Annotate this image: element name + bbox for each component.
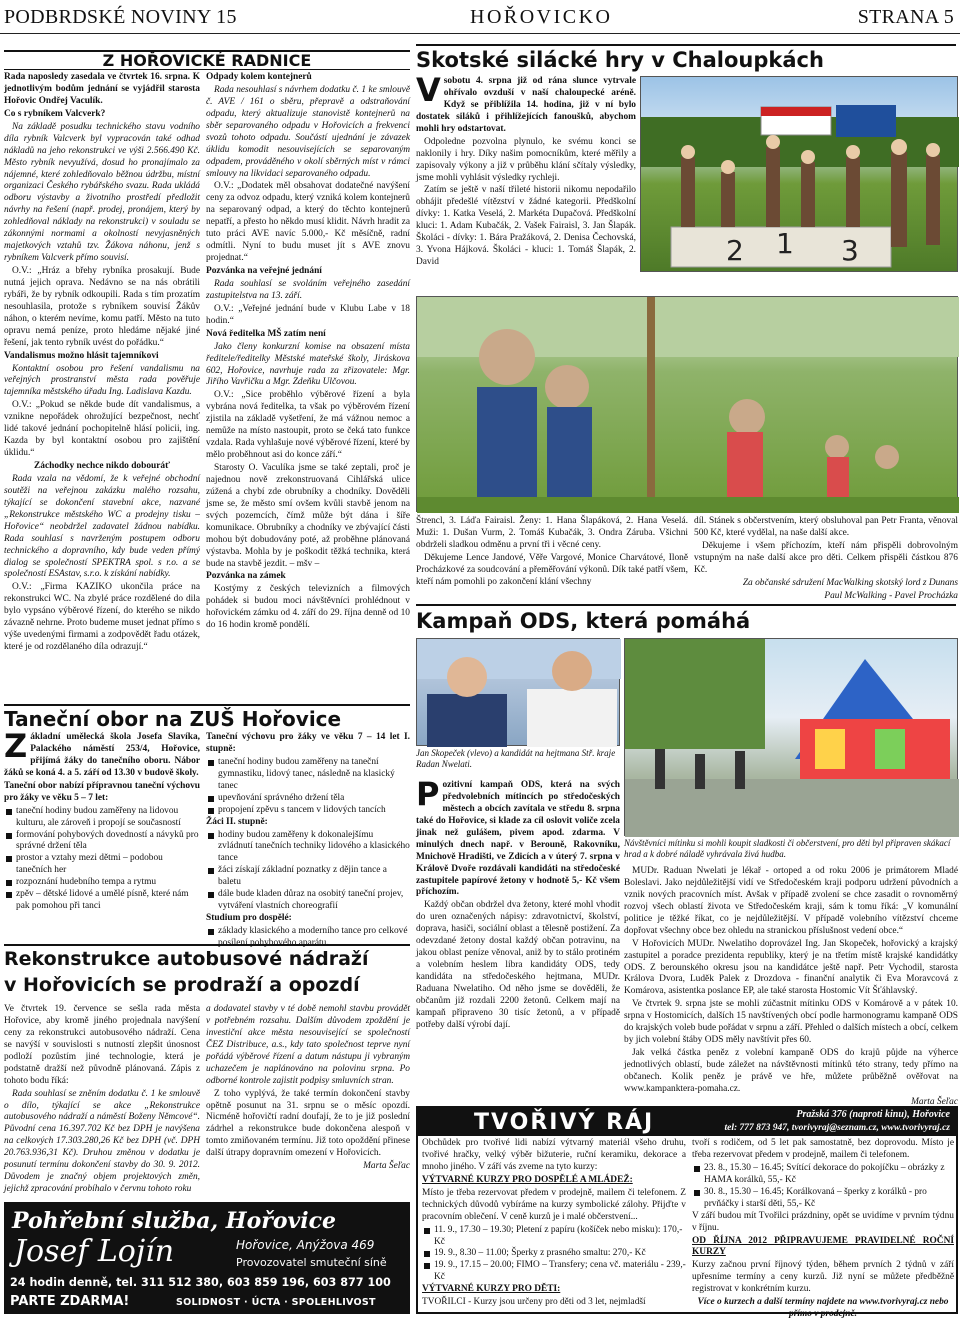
ods-col1	[416, 775, 620, 1100]
tanecni-intro: ákladní umělecká škola Josefa Slavíka, Palackého náměstí 253/4, Hořovice, přijímá žáky do tanečního oboru. Nábor žáků se koná 4. a 5. září od 13.30 v budově školy.	[4, 732, 200, 778]
tvorivy-subhead: VÝTVARNÉ KURZY PRO DOSPĚLÉ A MLÁDEŽ:	[422, 1174, 633, 1185]
page-number: STRANA 5	[857, 6, 954, 28]
radnice-col2	[206, 72, 410, 700]
pohrebni-phones: 24 hodin denně, tel. 311 512 380, 603 859 196, 603 877 100	[10, 1276, 391, 1289]
pohrebni-ad	[4, 1202, 410, 1314]
radnice-subhead: Záchodky nechce nikdo dobouráť	[34, 461, 170, 471]
radnice-paragraph: Kostýmy z českých televizních a filmových pohádek si budou moci návštěvníci prohlédnout v hořovickém zámku od 4. září do 29. října denně od 10 do 16 hodin kromě pondělí.	[206, 584, 410, 631]
tanecni-col1	[4, 727, 200, 938]
tvorivy-address: Pražská 376 (naproti kinu), Hořovice	[796, 1109, 950, 1120]
ods-title: Kampaň ODS, která pomáhá	[416, 609, 751, 633]
skotske-caber-photo	[416, 296, 958, 512]
newspaper-name: PODBRDSKÉ NOVINY 15	[4, 6, 237, 28]
radnice-subhead: Vandalismus možno hlásit tajemníkovi	[4, 350, 159, 361]
skotske-podium-photo	[640, 76, 958, 272]
radnice-paragraph: O.V.: „Veřejné jednání bude v Klubu Labe v 18 hodin.“	[206, 303, 410, 326]
tvorivy-contact: tel: 777 873 947, tvorivyraj@seznam.cz, www.tvorivyraj.cz	[724, 1123, 950, 1133]
children-game-image	[417, 297, 959, 513]
nadrazi-col2	[206, 1004, 410, 1198]
tanecni-subhead: Žáci II. stupně:	[206, 816, 268, 827]
tvorivy-header	[418, 1108, 956, 1136]
radnice-title: Z HOŘOVICKÉ RADNICE	[102, 51, 312, 70]
ods-paragraph: Ve čtvrtek 9. srpna jste se mohli zúčastnit mítinku ODS v Komárově a v pátek 10. srpna v Hostomicích, dalších 15 navštívených obcí podle harmonogramu kampaně ODS do krajských voleb bude pořádat v srpnu a září. Přehled o dalších místech a obcí, celkem by jich volební štáby ODS měly navštívit přes 60.	[624, 999, 958, 1046]
skotske-col1	[416, 71, 636, 296]
bouncy-castle-image	[625, 639, 959, 837]
radnice-subhead: Pozvánka na zámek	[206, 571, 286, 582]
tanecni-list-item: žáci získají základní poznatky z dějin tance a baletu	[206, 865, 410, 889]
svg-text:2: 2	[726, 234, 744, 267]
tanecni-title-bar	[4, 704, 410, 730]
skotske-signature: Paul McWalking - Pavel Procházka	[824, 590, 958, 601]
radnice-paragraph: O.V.: „Dodatek měl obsahovat dodatečné navýšení ceny za odvoz odpadu, který vzniká kolem kontejnerů na separovaný odpad, a který do těchto kontejnerů nepatří, a přesto ho někdo musí klidit. Návrh hradit za tuto práci AVE navíc 5.000,- Kč měsíčně, radní odmítli. Nyní to budu muset jít s AVE znovu projednat.“	[206, 181, 410, 264]
tvorivy-logo: TVOŘIVÝ RÁJ	[474, 1110, 655, 1135]
ods-paragraph: Každý občan obdržel dva žetony, které mohl vhodit do uren označených nápisy: zdravotnictví, školství, doprava, hasiči, sociální oblast a tělesně postižení. Za odevzdané žetony dostal každý občan potravinu, na jakou oblast peníze věnoval, aniž by to stálo protiném a volebním heslem líbra kandidáty ODS, tedy kandidáta na středočeského hejtmana, MUDr. Raduana Nwelatiho. Od něho jsme se dověděli, že občanům již rozdali 2200 žetonů. Celkem mají na kampaň připraveno 30 tisíc žetonů, a v případě potřeby další výrobí dají.	[416, 900, 620, 1030]
skotske-signature: Za občanské sdružení MacWalking skotský lord z Dunans	[742, 577, 958, 588]
tvorivy-text: Místo je třeba rezervovat předem v prodejně, mailem či telefonem. Z technických důvodů vybíráme na kurzy symbolické zálohy. Přijďte v pracovním oblečení. V ceně kurzů je i malé občerstvení...	[422, 1187, 686, 1222]
podium-scene-image	[641, 77, 959, 273]
tanecni-list-item: prostor a vztahy mezi dětmi – podobou tanečních her	[4, 853, 200, 877]
radnice-paragraph: O.V.: „Hráz a břehy rybníka prosakují. Bude nutná jejich oprava. Nedávno se na nás obrátili rybáři, že by rybník odkoupili. Rada s tím prozatím nesouhlasila, protože s rybníkem souvisí Žákův náhon, o kterém nevíme, komu patří. Město na tuto opravu nemá peníze, proto hledáme nějaké jiné řešení, jak tento rybník uvést do pořádku.“	[4, 266, 200, 348]
svg-text:3: 3	[841, 234, 859, 267]
skotske-col3	[694, 516, 958, 602]
skotske-col2	[416, 516, 688, 602]
pohrebni-motto: SOLIDNOST · ÚCTA · SPOLEHLIVOST	[176, 1297, 376, 1308]
radnice-paragraph: Starosty O. Vaculíka jsme se také zeptali, proč je najednou nově zrekonstruovaná Cihlářská ulice zúžená a chybí zde obrubníky a chodníky. Dověděli jsme se, že město smí ovšem kvůli stavbě jenom na svých pozemcích, čímž může být dána i šíře komunikace. Obrubníky a chodníky ve zbývající části mohou být dobudovány poté, až proběhne plánovaná výstavba. Mohla by je poškodit těžká technika, která bude na stavbě jezdit. – mšv –	[206, 463, 410, 569]
nadrazi-title-bar	[4, 944, 410, 1002]
tanecni-title: Taneční obor na ZUŠ Hořovice	[4, 707, 342, 731]
radnice-paragraph: Na základě posudku technického stavu vodního díla rybník Valcverk byl vypracován také odhad nákladů na jeho rekonstrukci ve výši 2.566.490 Kč. Město rybník nevyužívá, dosud ho pronajímalo za nájemné, které zohledňovalo běžnou údržbu, místní organizaci Českého rybářského svazu. Rada ukládá odboru výstavby a životního prostředí předložit návrhy na řešení (např. prodej, pronájem, který by zohledňoval náklady na rekonstrukci) v souladu se zákonnými normami a okolností nevyjasněných majetkových vztahů tzv. Žákova náhonu, jenž s rybníkem Valcverk přímo souvisí.	[4, 121, 200, 264]
ods-paragraph: V Hořovicích MUDr. Nwelatiho doprovázel Ing. Jan Skopeček, hořovický a krajský zastupitel a poradce prezidenta republiky, který je na třetím místě krajské kandidátky ODS. Z berounského okresu jsou na kandidátce ještě např. Petr Vychodil, starosta Králova Dvora, Luděk Palek z Drozdova - finanční analytik či Eva Moravcová z Komárova, asistentka poslance EP, ale také starosta Hostomic Vít Šťáhlavský.	[624, 938, 958, 997]
nadrazi-col1	[4, 1004, 200, 1198]
tanecni-list-item: rozpoznání hudebního tempa a rytmu	[4, 877, 200, 889]
drop-cap: V	[416, 71, 441, 109]
tanecni-list-item: zpěv – dětské lidové a umělé písně, které nám pak pomohou při tanci	[4, 889, 200, 913]
skotske-paragraph: Zatím se ještě v naší třileté historii nikomu nepodařilo obhájit předešlé vítězství v žádné kategorii. Předškolní dívky: 1. Katka Veselá, 2. Markéta Dupačová. Předškolní kluci: 1. Adam Kubačák, 2. Vašek Fairaisl, 3. Jan Šlapák. Školáci - dívky: 1. Bára Pražáková, 2. Denisa Čechovská, 3. Yvona Hájková. Školáci - kluci: 1. Tomáš Šlapák, 2. David	[416, 185, 636, 268]
radnice-subhead: Nová ředitelka MŠ zatím není	[206, 328, 326, 339]
radnice-paragraph: O.V.: „Firma KAZIKO ukončila práce na rekonstrukci WC. Na zbylé práce rozdělené do dila bylo vypsáno výběrové řízení, do kterého se nikdo závazně nehrne. Proto budeme muset jednat přímo s výše uvedenými firmami a zodpovědět řadu otázek, které je od rozdělaného díla odrazují.“	[4, 582, 200, 653]
tanecni-list-item: taneční hodiny budou zaměřeny na taneční gymnastiku, lidový tanec, následně na klasický tanec	[206, 757, 410, 793]
radnice-subhead: Odpady kolem kontejnerů	[206, 72, 312, 82]
pohrebni-line1: Pohřební služba, Hořovice	[12, 1208, 337, 1234]
tanecni-col2	[206, 732, 410, 948]
politicians-image	[417, 639, 621, 747]
drop-cap: P	[416, 775, 440, 813]
radnice-paragraph: Rada nesouhlasí s návrhem dodatku č. 1 ke smlouvě č. AVE / 161 o sběru, přepravě a odstraňování odpadu, který aktualizuje stanovistě kontejnerů na sběr separovaného odpadu v Hořovicích a frekvenci svozů tohoto odpadu. Součástí ujednání je závazek úklidu komodit nesouvisejících se separovaným odpadem, prováděného v okolí sběrných míst v rámci smlouvy na likvidaci separovaného odpadu.	[206, 84, 410, 179]
tanecni-subhead: Studium pro dospělé:	[206, 913, 292, 924]
nadrazi-title: Rekonstrukce autobusové nádraží	[4, 948, 369, 970]
skotske-paragraph: díl. Stánek s občerstvením, který obsluhoval pan Petr Franta, věnoval 500 Kč, které vydělal, na naše další akce.	[694, 516, 958, 538]
tvorivy-course: 30. 8., 15.30 – 16.45; Korálkovaná – šperky z korálků - pro prvňáčky i starší děti, 55,- Kč	[692, 1187, 954, 1211]
tvorivy-course: 19. 9., 8.30 – 11.00; Šperky z prasného smaltu: 270,- Kč	[422, 1248, 686, 1260]
skotske-title-bar	[416, 44, 956, 74]
tvorivy-subhead: OD ŘÍJNA 2012 PŘIPRAVUJEME PRAVIDELNÉ ROČNÍ KURZY	[692, 1235, 954, 1258]
tanecni-list-item: propojení zpěvu s tancem v lidových tancích	[206, 805, 410, 817]
tvorivy-text: Kurzy začnou první říjnový týden, během prvních 2 týdnů v září upřesníme termíny a ceny kurzů. Již nyní se můžete předběžně registrovat v konkrétním kurzu.	[692, 1260, 954, 1295]
tanecni-list-item: hodiny budou zaměřeny k dokonalejšímu zvládnutí tanečních techniky lidového a klasického tance	[206, 830, 410, 866]
radnice-paragraph: O.V.: „Sice proběhlo výběrové řízení a byla vybrána nová ředitelka, ta však po výběrovém řízení zjistila na základě vyšetření, že má vážnou nemoc a nemůže na místo nastoupit, proto se čeká tato funkce vzdala. Rada vyhlašuje nové výběrové řízení, které by mělo proběhnout asi do konce září.“	[206, 390, 410, 461]
radnice-col1	[4, 72, 200, 700]
tvorivy-text: V září budou mít Tvořilci prázdniny, opět se uvidíme v prvním týdnu v říjnu.	[692, 1210, 954, 1233]
tvorivy-subhead: VÝTVARNÉ KURZY PRO DĚTI:	[422, 1284, 561, 1295]
radnice-paragraph: Kontaktní osobou pro řešení vandalismu na veřejných prostranství města rada pověřuje tajemníka městského úřadu Ing. Ladislava Kazdu.	[4, 363, 200, 398]
ods-col2	[624, 866, 958, 1107]
radnice-intro: Rada naposledy zasedala ve čtvrtek 16. srpna. K jednotlivým bodům jednání se vyjádřil starosta Hořovic Ondřej Vaculík.	[4, 72, 200, 106]
nadrazi-paragraph: Rada souhlasí se zněním dodatku č. 1 ke smlouvě o dílo, týkající se akce „Rekonstrukce autobusového nádraží a náměstí Boženy Němcové“. Původní cena 16.397.702 Kč bez DPH je navýšena na celkových 17.303.280,26 Kč bez DPH (vč. DPH 20.763.936,31 Kč). Druhou změnou v dodatku je posunutí termínu dokončení stavby do 30. 9. 2012. Důvodem je značný objem projektových změn, jejichž zpracování probíhalo v červnu tohoto roku	[4, 1088, 200, 1195]
tvorivy-text: TVOŘILCI - Kurzy jsou určeny pro děti od 3 let, nejmladší	[422, 1297, 646, 1308]
tvorivy-col2	[692, 1138, 954, 1320]
radnice-paragraph: Jako členy konkurzní komise na obsazení místa ředitele/ředitelky Městské mateřské školy, Jiráskova 602, Hořovice, navrhuje rada za zřizovatele: Mgr. Jiřího Vavřičku a Mgr. Zdeňku Ulčovou.	[206, 341, 410, 388]
radnice-paragraph: Rada souhlasí se svoláním veřejného zasedání zastupitelstva na 13. září.	[206, 278, 410, 301]
radnice-paragraph: Rada vzala na vědomí, že k veřejné obchodní soutěži na veřejnou zakázku malého rozsahu, týkající se dokončení stavební akce, nazvané „Rekonstrukce městského WC a prodejny tisku – Hořovice“ neobdržel zadavatel žádnou nabídku. Rada souhlasí s navrženým postupem odboru technického a dopravního, kdy bude veden přímý dialog se společností SPEKTRA spol. s r.o. a se společností ESAstav, s.r.o. k získání nabídky.	[4, 473, 200, 580]
nadrazi-paragraph: Ve čtvrtek 19. července se sešla rada města Hořovice, aby kromě jiného projednala navýšení ceny za rekonstrukci autobusového nádraží. Cena se navýší v souvislosti s nutností zlepšit únosnost podloží pozůstím jiné technologie, která je podstatně dražší než původně plánovaná. Zápis z tohoto bodu říká:	[4, 1004, 200, 1086]
ods-caption-2: Návštěvníci mítinku si mohli koupit sladkosti či občerstvení, pro děti byl připraven skákací hrad a k dobré náladě vyhrávala živá hudba.	[624, 838, 951, 860]
tanecni-list-item: základy klasického a moderního tance pro celkové posílení pohybového aparátu.	[206, 926, 410, 950]
tanecni-list-item: dále bude kladen důraz na osobitý taneční projev, vytváření vlastních choreografií	[206, 889, 410, 913]
nadrazi-paragraph: a dodavatel stavby v té době nemohl stavbu provádět v potřebném rozsahu. Dalším důvodem zpoždění je investiční akce města nesouvisející se společností ČEZ Distribuce, a.s., kdy tato společnost teprve nyní pořádá výběrové řízení a datum nástupu ji vybraným uchazečem je naplánováno na polovinu srpna. Po odborné kontrole zajistit podpisy smluvních stran.	[206, 1004, 410, 1086]
ods-portrait-photo	[416, 638, 620, 746]
ods-event-photo	[624, 638, 958, 836]
drop-cap: Z	[4, 727, 28, 765]
skotske-title: Skotské silácké hry v Chaloupkách	[416, 48, 824, 72]
nadrazi-signature: Marta Šeľac	[363, 1161, 410, 1172]
tvorivy-ad	[416, 1106, 958, 1320]
page-header	[0, 0, 960, 34]
skotske-intro: sobotu 4. srpna již od rána slunce vytrvale ohřívalo ovzduší v naší chaloupecké aréně. Když se přiblížila 14. hodina, již v ní bylo dostatek siláků i přihlížejících fanoušků, abychom mohli hry odstartovat.	[416, 76, 636, 134]
tvorivy-course: 19. 9., 17.15 – 20.00; FIMO – Transfery; cena vč. materiálu - 239,- Kč	[422, 1260, 686, 1284]
pohrebni-parte: PARTE ZDARMA!	[10, 1294, 130, 1309]
tvorivy-more: Více o kurzech a další termíny najdete na www.tvorivyraj.cz nebo přímo v prodejně.	[697, 1297, 949, 1320]
radnice-paragraph: O.V.: „Pokud se někde bude dít vandalismus, a vznikne nepořádek ohrožující bezpečnost, nechť lidé takové jednání pochopitelně hlásí policii, ing. Kazda by byl kontaktní osobou pro zajištění úklidu.“	[4, 400, 200, 459]
tvorivy-course: 11. 9., 17.30 – 19.30; Pletení z papíru (košíček nebo misku): 170,- Kč	[422, 1225, 686, 1249]
tanecni-list-item: taneční hodiny budou zaměřeny na lidovou kulturu, ale zároveň i propojí se současností	[4, 806, 200, 830]
tvorivy-col1	[422, 1138, 686, 1312]
skotske-paragraph: Štrencl, 3. Láďa Fairaisl. Ženy: 1. Hana Šlapáková, 2. Hana Veselá. Muži: 1. Dušan Vurm, 2. Tomáš Kubačák, 3. Ondra Záruba. Všichni obdrželi sladkou odměnu a první tři i věcné ceny.	[416, 516, 688, 550]
ods-paragraph: MUDr. Raduan Nwelati je lékař - ortoped a od roku 2006 je primátorem Mladé Boleslavi. Jako nejdůležitější vidí ve Středočeském kraji podporu udržení původních a vznik nových pracovních míst. Avšak v případě zvolení se chce zasadit o rovnoměrný rozvoj všech oblastí života ve Středočeském kraji, sám k tomu říká: „V komunální politice je těžké říkat, co je nejdůležitější. V případě volebního vítězství chceme dopřovat všechny obce bez ohledu na stranickou příslušnost vedení obce.“	[624, 866, 958, 936]
tanecni-subhead: Taneční obor nabízí přípravnou taneční výchovu pro žáky ve věku 5 – 7 let:	[4, 780, 200, 803]
tvorivy-text: tvoří s rodičem, od 5 let pak samostatně, bez doprovodu. Místo je třeba rezervovat předem v prodejně, mailem či telefonem.	[692, 1138, 954, 1160]
svg-text:1: 1	[776, 227, 794, 260]
section-name: HOŘOVICKO	[470, 6, 613, 28]
skotske-paragraph: Děkujeme i všem příchozím, kteří nám přispěli dobrovolným vstupným na naše další akce pro děti. Celkem přispěli částkou 876 Kč.	[694, 540, 958, 575]
tvorivy-text: Obchůdek pro tvořivé lidi nabízí výtvarný materiál všeho druhu, tvořivé hračky, velký výběr bižuterie, ruční keramiku, dekorace a mnoho jiného. V září vás zveme na tyto kurzy:	[422, 1138, 686, 1172]
ods-intro: ozitivní kampaň ODS, která na svých předvolebních mítincích po středočeských městech a obcích zavítala ve středu 8. srpna také do Hořovice, si klade za cíl oslovit voliče zcela jinak než gulášem, pivem apod. zdarma. V minulých dnech např. v Berouně, Rakovníku, Mnichově Hradišti, ve Zdicích a v úterý 7. srpna v Králově Dvoře rozdávali kandidáti na středočeské zastupitele papírové žetony v hodnotě 5,- Kč všem příchozím.	[416, 780, 620, 898]
tanecni-list-item: upevňování správného držení těla	[206, 793, 410, 805]
pohrebni-name: Josef Lojín	[14, 1234, 175, 1269]
pohrebni-provozovatel: Provozovatel smuteční síně	[236, 1256, 387, 1269]
ods-signature: Marta Šeľac	[911, 1096, 958, 1107]
tanecni-subhead: Taneční výchovu pro žáky ve věku 7 – 14 let I. stupně:	[206, 732, 410, 754]
ods-caption-1: Jan Skopeček (vlevo) a kandidát na hejtmana Stř. kraje Radan Nwelati.	[416, 748, 616, 770]
ods-paragraph: Jak velká částka peněz z volební kampaně ODS do krajů půjde na výherce jednotlivých oblastí, bude záležet na návštěvnosti mítinků této strany, tedy přímo na občanech. Kolik peněz je právě ve hře, můžete průběžně ověřovat na www.kampanktera-pomaha.cz.	[624, 1048, 958, 1094]
ods-title-bar	[416, 604, 956, 636]
radnice-title-bar	[4, 50, 410, 70]
tanecni-list-item: formování pohybových dovedností a návyků pro správné držení těla	[4, 830, 200, 854]
nadrazi-paragraph: Z toho vyplývá, že také termín dokončení stavby opětně posunut na 31. srpnu se o měsíc opozdí. Nicméně hořovičtí radní doufají, že to je již poslední zádrhel a rekonstrukce bude dokončena alespoň v tomto zmiňovaném termínu. Již toto opoždění přinese další útrapy dopravním omezení v Hořovicích.	[206, 1088, 410, 1159]
pohrebni-address: Hořovice, Anýžova 469	[236, 1238, 375, 1252]
radnice-subhead: Pozvánka na veřejné jednání	[206, 266, 322, 276]
nadrazi-title: v Hořovicích se prodraží a opozdí	[4, 974, 360, 996]
skotske-paragraph: Děkujeme Lence Jandové, Věře Vargové, Monice Charvátové, Iloně Procházkové za soudcování a přeměřování výkonů. Dík také patří všem, kteří nám pomohli po zakončení klání všechny	[416, 552, 688, 587]
skotske-paragraph: Odpoledne pozvolna plynulo, ke svému konci se naklonily i hry. Díky našim pomocníkům, které měřily a zapisovaly výkony a již v průběhu klání sčítaly výsledky, jsme mohli vyhlásit výsledky rychleji.	[416, 136, 636, 183]
tvorivy-course: 23. 8., 15.30 – 16.45; Svítící dekorace do pokojíčku – obrázky z HAMA korálků, 55,- Kč	[692, 1163, 954, 1187]
radnice-subhead: Co s rybníkem Valcverk?	[4, 108, 106, 119]
